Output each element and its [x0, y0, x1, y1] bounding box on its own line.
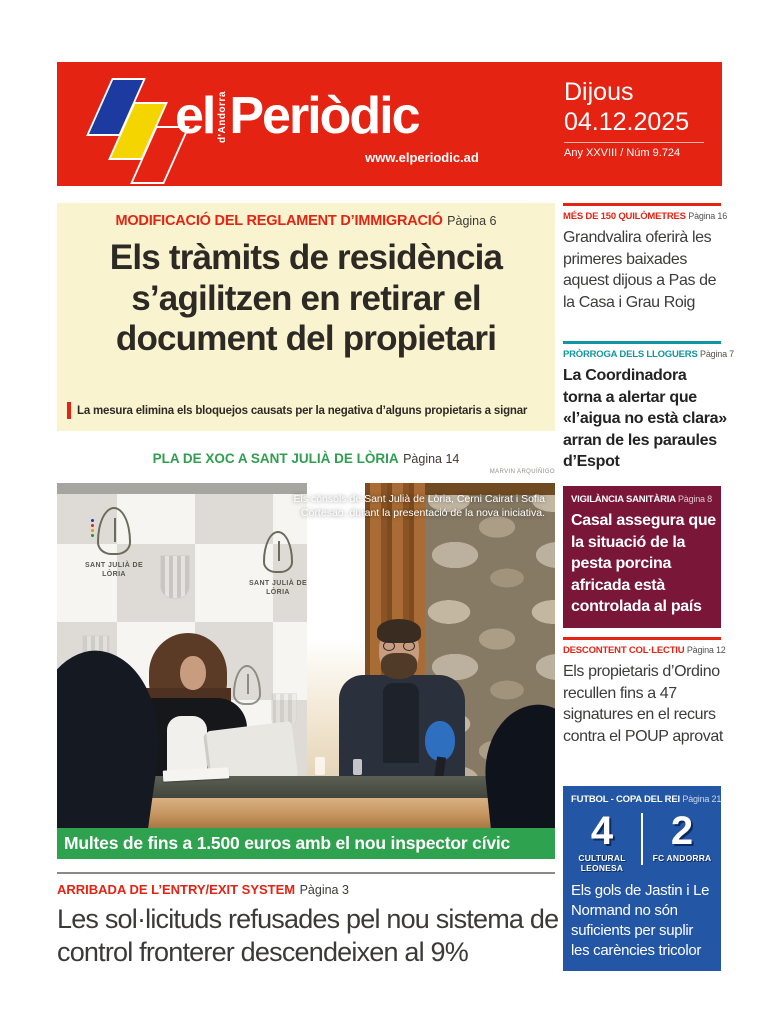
water-glass [353, 759, 362, 775]
lead-kicker[interactable]: MODIFICACIÓ DEL REGLAMENT D’IMMIGRACIÓ [115, 213, 443, 229]
backdrop-label: SANT JULIÀ DE LÒRIA [248, 580, 308, 596]
brand-region: d'Andorra [217, 91, 229, 143]
sidebar-kicker[interactable]: VIGILÀNCIA SANITÀRIA [571, 494, 676, 505]
football-kicker[interactable]: FUTBOL - COPA DEL REI [571, 794, 680, 805]
sidebar-kicker[interactable]: MÉS DE 150 QUILÒMETRES [563, 211, 686, 222]
masthead-logo[interactable] [175, 86, 419, 146]
rule [563, 203, 721, 206]
consol-man-shirt [383, 683, 419, 763]
bottom-kicker-line [57, 881, 577, 899]
microphone-icon [425, 721, 455, 761]
sidebar-story-pesta-porcina [563, 486, 721, 628]
consol-woman-face [180, 656, 206, 690]
sidebar-story-grandvalira [563, 203, 728, 313]
consol-man-hair [377, 619, 421, 643]
home-score-column [571, 811, 633, 873]
issue-date: 04.12.2025 [564, 108, 690, 136]
sidebar-page-ref: Pàgina 8 [678, 494, 712, 504]
sidebar-headline[interactable]: Grandvalira oferirà les primeres baixades aquest dijous a Pas de la Casa i Grau Roig [563, 229, 717, 311]
score-divider [641, 813, 643, 865]
ceiling-strip [57, 483, 307, 494]
issue-day: Dijous [564, 78, 634, 106]
section-divider [57, 872, 555, 874]
glasses-icon [382, 641, 416, 652]
sidebar-kicker-line [571, 494, 713, 505]
lead-story [57, 203, 555, 431]
photo-page-ref: Pàgina 14 [403, 452, 460, 466]
lead-kicker-line [63, 212, 549, 230]
home-team: CULTURAL LEONESA [578, 853, 626, 873]
sidebar-kicker-line [563, 349, 734, 360]
away-score: 2 [670, 809, 694, 853]
sidebar [563, 0, 734, 1024]
sidebar-headline[interactable]: Els propietaris d’Ordino recullen fins a 47 signatures en el recurs contra el POUP aprovat [563, 663, 723, 745]
score-row [571, 811, 713, 873]
coat-of-arms-icon [160, 555, 190, 599]
away-score-column [651, 811, 713, 863]
consol-man-beard [381, 653, 417, 679]
lead-headline[interactable]: Els tràmits de residència s’agilitzen en retirar el document del propietari [109, 238, 503, 359]
football-headline[interactable]: Els gols de Jastin i Le Normand no són suficients per suplir les carències tricolor [571, 882, 710, 959]
photo-credit: MARVIN ARQUÍÑIGO [489, 469, 555, 475]
sidebar-story-coordinadora [563, 341, 734, 473]
rule [563, 341, 721, 344]
lead-page-ref: Pàgina 6 [447, 214, 497, 228]
backdrop-label: SANT JULIÀ DE LÒRIA [84, 562, 144, 578]
brand-main: Periòdic [229, 87, 419, 145]
sidebar-page-ref: Pàgina 7 [700, 349, 734, 359]
photo-kicker[interactable]: PLA DE XOC A SANT JULIÀ DE LÒRIA [152, 451, 399, 466]
bottom-kicker[interactable]: ARRIBADA DE L’ENTRY/EXIT SYSTEM [57, 882, 296, 897]
football-kicker-line [571, 794, 722, 805]
water-glass [315, 757, 325, 775]
away-team: FC ANDORRA [652, 853, 712, 863]
lead-subhead-text: La mesura elimina els bloquejos causats per la negativa d’alguns propietaris a signar [77, 404, 528, 417]
website-url[interactable]: www.elperiodic.ad [365, 150, 479, 165]
sidebar-headline[interactable]: La Coordinadora torna a alertar que «l’aigua no està clara» arran de les paraules d’Espot [563, 367, 727, 470]
sidebar-kicker-line [563, 645, 726, 656]
sidebar-story-ordino [563, 637, 726, 747]
sidebar-page-ref: Pàgina 16 [688, 211, 728, 221]
rule [563, 637, 721, 640]
sidebar-kicker[interactable]: DESCONTENT COL·LECTIU [563, 645, 685, 656]
sidebar-kicker-line [563, 211, 728, 222]
photo-caption: Els cònsols de Sant Julià de Lòria, Cerni Cairat i Sofia Cortesao, durant la presentació de la nova iniciativa. [293, 493, 545, 519]
sidebar-page-ref: Pàgina 12 [686, 645, 726, 655]
football-box [563, 786, 721, 971]
sidebar-kicker[interactable]: PRÒRROGA DELS LLOGUERS [563, 349, 698, 360]
bottom-page-ref: Pàgina 3 [299, 883, 349, 897]
bottom-headline[interactable]: Les sol·licituds refusades pel nou sistema de control fronterer descendeixen al 9% [57, 904, 559, 967]
photo-banner-headline[interactable]: Multes de fins a 1.500 euros amb el nou inspector cívic [57, 828, 555, 859]
press-photo[interactable] [57, 483, 555, 828]
emblem-dots-icon [91, 517, 95, 539]
issue-edition: Any XXVIII / Núm 9.724 [564, 147, 681, 159]
subhead-bar-icon [67, 402, 71, 419]
football-page-ref: Pàgina 21 [682, 794, 722, 804]
photo-kicker-line [57, 450, 555, 468]
sidebar-headline[interactable]: Casal assegura que la situació de la pesta porcina africada està controlada al país [571, 512, 716, 615]
brand-el: el [175, 87, 215, 145]
lead-subhead [67, 402, 527, 419]
home-score: 4 [590, 809, 614, 853]
